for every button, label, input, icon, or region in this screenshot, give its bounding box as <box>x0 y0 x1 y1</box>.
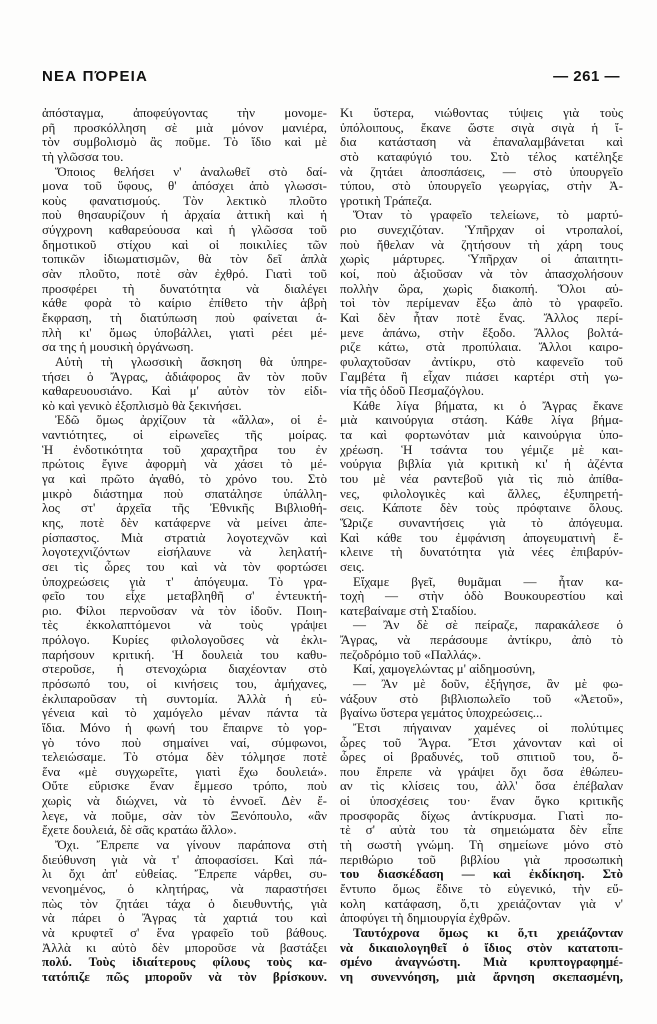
text-line: ρῆ προσκόλληση σὲ μιὰ μόνον μανιέρα, <box>42 120 327 135</box>
text-line: ὑπόλοιπους, ἔκανε ὥστε σιγὰ σιγὰ ἡ ἴ- <box>340 120 623 135</box>
text-line: κης, ποτὲ δὲν κατάφερνε νὰ μείνει ἀπε- <box>42 515 327 530</box>
text-line: κάθε φορὰ τὸ καίριο ἐπίθετο τὴν ἁβρὴ <box>42 296 327 311</box>
text-line: τὲς ἐκκολαπτόμενοι νὰ τοὺς γράψει <box>42 618 327 633</box>
paragraph <box>340 575 623 619</box>
paragraph <box>340 662 623 677</box>
text-line: Ἐδῶ ὅμως ἀρχίζουν τὰ «ἄλλα», οἱ ἐ- <box>55 413 327 428</box>
text-line: Οὔτε εὕρισκε ἕναν ἔμμεσο τρόπο, ποὺ <box>42 779 327 794</box>
text-line: λεγε, νὰ ποῦμε, σὰν τὸν Ξενόπουλο, «ἂν <box>42 808 327 823</box>
text-line: ποὺ θησαυρίζουν ἡ ἀρχαία ἀττικὴ καὶ ἡ <box>42 208 327 223</box>
text-line: πρώτοις ἔγινε ἀφορμὴ νὰ χάσει τὸ μέ- <box>42 457 327 472</box>
text-line: του μὲ νέα ραντεβοῦ γιὰ τὶς πιὸ ἀπίθα- <box>340 472 623 487</box>
text-line: Ὄχι. Ἔπρεπε να γίνουν παράπονα στὴ <box>55 838 327 853</box>
text-line: πολύ. Τοὺς ἰδιαίτερους φίλους τοὺς κα- <box>42 955 327 970</box>
text-line: οἱ ὑποσχέσεις του· ἕναν ὄγκο κριτικῆς <box>340 794 623 809</box>
right-text-column <box>340 106 623 984</box>
text-line: που ἔπρεπε νὰ γράψει ὄχι ὅσα ἐθώπευ- <box>340 764 623 779</box>
text-line: νία τῆς ὁδοῦ Πεσμαζόγλου. <box>340 384 484 399</box>
text-line: Καὶ κάθε του ἐμφάνιση ἀπογευματινὴ ἔ- <box>340 530 623 545</box>
text-line: νες, φιλολογικὲς καὶ ἄλλες, ἐξυπηρετή- <box>340 486 623 501</box>
text-line: τοπικῶν ἰδιωματισμῶν, θὰ τὸν δεῖ ἁπλὰ <box>42 252 327 267</box>
text-line: πολλὴν ὥρα, χωρὶς διακοπή. Ὅλοι αὐ- <box>340 281 623 296</box>
text-line: σει τὶς ὧρες του καὶ νὰ τὸν φορτώσει <box>42 559 327 574</box>
text-line: ὧρες οἱ βραδυνές, τοῦ σπιτιοῦ του, ὅ- <box>340 750 623 765</box>
text-line: ἔντυπο ὅμως ἔδινε τὸ εὐγενικό, τὴν εὔ- <box>340 881 623 896</box>
text-line: τὲ σ' αὐτὰ του τὰ σημειώματα δὲν εἶπε <box>340 823 623 838</box>
text-line: Ὅταν τὸ γραφεῖο τελείωνε, τὸ μαρτύ- <box>353 208 623 223</box>
text-line: τὴ γλῶσσα του. <box>42 149 124 164</box>
text-line: σὰν πλοῦτο, ποτὲ σὰν ἐχθρό. Γιατὶ τοῦ <box>42 267 327 282</box>
text-line: ριο συνεχιζόταν. Ὑπῆρχαν οἱ ντροπαλοί, <box>340 223 623 238</box>
text-line: γα καὶ πρῶτο ἀγαθό, τὸ χρόνο του. Στὸ <box>42 472 327 487</box>
text-line: σεις. <box>340 559 365 574</box>
text-line: ὧρες τοῦ Ἄγρα. Ἔτσι χάνονταν καὶ οἱ <box>340 735 623 750</box>
text-line: τὸν συμβολισμὸ ἂς ποῦμε. Τὸ ἴδιο καὶ μὲ <box>42 135 327 150</box>
text-line: κὸ καὶ γενικὸ ἐξοπλισμὸ θὰ ξεκινήσει. <box>42 398 242 413</box>
text-line: τοχὴ — στὴν ὁδὸ Βουκουρεστίου καὶ <box>340 589 623 604</box>
text-line: κλεινε τὴ δυνατότητα γιὰ νέες ἐπιβαρύν- <box>340 545 623 560</box>
text-line: νὰ δικαιολογηθεῖ ὁ ἴδιος στὸν κατατοπι- <box>340 940 623 955</box>
text-line: Αὐτὴ τὴ γλωσσικὴ ἄσκηση θὰ ὑπηρε- <box>55 354 327 369</box>
text-line: δια κατάσταση νὰ ἐπαναλαμβάνεται καὶ <box>340 135 623 150</box>
text-line: ἐκλιπαροῦσαν τὴ συντομία. Ἀλλὰ ἡ εὐ- <box>42 691 327 706</box>
page-number: — 261 — <box>553 68 620 85</box>
text-line: ἴδια. Μόνο ἡ φωνή του ἔπαιρνε τὸ γορ- <box>42 720 327 735</box>
text-line: βγαίνω ὕστερα γεμάτος ὑποχρεώσεις... <box>340 706 543 721</box>
text-line: ἕνα «μὲ συγχωρεῖτε, γιατὶ ἔχω δουλειά». <box>42 764 327 779</box>
paragraph <box>42 106 327 165</box>
text-line: ὑποχρεώσεις γιὰ τ' ἀπόγευμα. Τὸ γρα- <box>42 574 327 589</box>
text-line: πεζοδρόμιο τοῦ «Παλλάς». <box>340 647 482 662</box>
text-line: φεῖο του εἶχε μεταβληθῆ σ' ἐντευκτή- <box>42 589 327 604</box>
text-line: ἔχετε δουλειά, δὲ σᾶς κρατάω ἄλλο». <box>42 823 237 838</box>
text-line: Ἡ ἐνδοτικότητα τοῦ χαραχτῆρα του ἐν <box>42 442 327 457</box>
text-line: Ἄγρας, νὰ περάσουμε ἀντίκρυ, ἀπὸ τὸ <box>340 633 623 648</box>
paragraph <box>340 618 623 662</box>
text-line: μικρὸ διάστημα ποὺ σπατάλησε ὑπάλλη- <box>42 486 327 501</box>
text-line: ρίσπαστος. Μιὰ στρατιὰ λογοτεχνῶν καὶ <box>42 530 327 545</box>
paragraph <box>340 208 623 398</box>
text-line: μενε ἀπάνω, στὴν ἔξοδο. Ἄλλος βολτά- <box>340 325 623 340</box>
text-line: γένεια καὶ τὸ χαμόγελο μέναν πάντα τὰ <box>42 706 327 721</box>
text-line: προσφορᾶς δίχως ἀντίκρυσμα. Γιατὶ πο- <box>340 808 623 823</box>
paragraph <box>340 721 623 926</box>
text-line: γροτικὴ Τράπεζα. <box>340 193 433 208</box>
text-line: πρόλογο. Κυρίες φιλολογοῦσες νὰ ἐκλι- <box>42 633 327 648</box>
text-line: ναντιότητες, οἱ εἰρωνεῖες τῆς μοίρας. <box>42 428 327 443</box>
text-line: περιθώριο τοῦ βιβλίου γιὰ προσωπικὴ <box>340 852 623 867</box>
text-line: φυλαχτοῦσαν ἀντίκρυ, στὸ καφενεῖο τοῦ <box>340 354 623 369</box>
text-line: διεύθυνση γιὰ νὰ τ' ἀποφασίσει. Καὶ πά- <box>42 852 327 867</box>
text-line: Ἀλλὰ κι αὐτὸ δὲν μποροῦσε νὰ βαστάξει <box>42 940 327 955</box>
text-line: Ὅποιος θελήσει ν' ἀναλωθεῖ στὸ δαί- <box>55 164 327 179</box>
text-line: τατόπιζε πῶς μποροῦν νὰ τὸν βρίσκουν. <box>42 969 327 984</box>
text-line: ριο. Φίλοι περνοῦσαν νὰ τὸν ἰδοῦν. Ποιη- <box>42 603 327 618</box>
text-line: Κι ὕστερα, νιώθοντας τύψεις γιὰ τοὺς <box>340 106 623 120</box>
text-line: Καὶ δὲν ἦταν ποτὲ ἕνας. Ἄλλος περί- <box>340 310 623 325</box>
text-line: του διασκέδαση — καὶ ἐκδίκηση. Στὸ <box>340 867 623 882</box>
text-line: νούργια βιβλία γιὰ κριτικὴ κι' ἡ ἀζέντα <box>340 457 623 472</box>
text-line: μονα τοῦ ὕφους, θ' ἀπόσχει ἀπὸ γλωσσι- <box>42 179 327 194</box>
text-line: τελειώσαμε. Τὸ στόμα δὲν τόλμησε ποτὲ <box>42 750 327 765</box>
paragraph <box>42 165 327 355</box>
text-line: Καί, χαμογελώντας μ' αἰδημοσύνη, <box>353 662 536 677</box>
text-line: — Ἂν μὲ δοῦν, ἐξήγησε, ἂν μὲ φω- <box>353 676 623 691</box>
text-line: στὸ καταφύγιό του. Στὸ τέλος κατέληξε <box>340 149 623 164</box>
paragraph <box>42 413 327 838</box>
text-line: ποὺ ἤθελαν νὰ ζητήσουν τὴ χάρη τους <box>340 237 623 252</box>
text-line: Κάθε λίγα βήματα, κι ὁ Ἄγρας ἔκανε <box>353 398 623 413</box>
left-text-column <box>42 106 327 984</box>
text-line: νη συνεννόηση, μιὰ ἄρνηση σκεπασμένη, <box>340 969 623 984</box>
text-line: νὰ ζητάει ἀποσπάσεις, — στὸ ὑπουργεῖο <box>340 164 623 179</box>
text-line: σύγχρονη καθαρεύουσα καὶ ἡ γλῶσσα τοῦ <box>42 223 327 238</box>
text-line: σμένο ἀναγνώστη. Μιὰ κρυπτογραφημέ- <box>340 955 623 970</box>
text-line: δημοτικοῦ στίχου καὶ οἱ ποικιλίες τῶν <box>42 237 327 252</box>
text-line: νενοημένος, ὁ κλητήρας, νὰ παραστήσει <box>42 881 327 896</box>
text-line: ἔκφραση, τὴ διατύπωση ποὺ φαίνεται ἁ- <box>42 310 327 325</box>
text-line: Ὥριζε συναντήσεις γιὰ τὸ ἀπόγευμα. <box>340 515 623 530</box>
paragraph <box>340 399 623 575</box>
text-line: σα της ἡ μουσικὴ ὀργάνωση. <box>42 340 194 355</box>
text-line: σεις. Κάποτε δὲν τοὺς πρόφταινε ὅλους. <box>340 501 623 516</box>
text-line: χρέωση. Ἡ τσάντα του γέμιζε μὲ και- <box>340 442 623 457</box>
paragraph <box>340 106 623 208</box>
text-line: ἀπόσταγμα, ἀποφεύγοντας τὴν μονομε- <box>42 106 327 120</box>
text-line: νὰ κρυφτεῖ σ' ἕνα γραφεῖο τοῦ βάθους. <box>42 925 327 940</box>
text-line: — Ἂν δὲ σὲ πείραζε, παρακάλεσε ὁ <box>353 618 623 633</box>
text-line: καθαρευουσιάνο. Καὶ μ' αὐτὸν τὸν εἰδι- <box>42 384 327 399</box>
text-line: πρόσωπό του, οἱ κινήσεις του, ἀμήχανες, <box>42 676 327 691</box>
text-line: χωρὶς νὰ διώχνει, νὰ τὸ ἐννοεῖ. Δὲν ἔ- <box>42 794 327 809</box>
text-line: στεροῦσε, ἡ στενοχώρια διαχέονταν στὸ <box>42 662 327 677</box>
text-line: χωρὶς μάρτυρες. Ὑπῆρχαν οἱ ἀπαιτητι- <box>340 252 623 267</box>
text-line: Ἔτσι πήγαιναν χαμένες οἱ πολύτιμες <box>353 720 623 735</box>
text-line: παρήσουν κριτική. Ἡ δουλειὰ του καθυ- <box>42 647 327 662</box>
text-line: νάξουν στὸ βιβλιοπωλεῖο τοῦ «Ἀετοῦ», <box>340 691 623 706</box>
text-line: νὰ πάρει ὁ Ἄγρας τὰ χαρτιά του καὶ <box>42 911 327 926</box>
magazine-title: ΝΕΑ ΠΌΡΕΙΑ <box>42 68 149 85</box>
text-line: τύπου, στὸ ὑπουργεῖο γεωργίας, στὴν Ἀ- <box>340 179 623 194</box>
text-line: κοί, ποὺ ἀξιοῦσαν νὰ τὸν ἀπασχολήσουν <box>340 267 623 282</box>
paragraph <box>42 355 327 414</box>
text-line: τα καὶ φορτωνόταν μιὰ καινούργια ὑπο- <box>340 428 623 443</box>
text-line: λος στ' ἀρχεῖα τῆς Ἐθνικῆς Βιβλιοθή- <box>42 501 327 516</box>
text-line: τὴ σωστὴ γνώμη. Τὴ σημείωνε μόνο στὸ <box>340 838 623 853</box>
text-line: Εἴχαμε βγεῖ, θυμᾶμαι — ἦταν κα- <box>353 574 623 589</box>
text-line: τοὶ τὸν περίμεναν ἔξω ἀπὸ τὸ γραφεῖο. <box>340 296 623 311</box>
text-line: πλὴ κι' ὅμως ὑποβάλλει, γιατὶ ρέει μέ- <box>42 325 327 340</box>
text-line: μιὰ καινούργια στάση. Κάθε λίγα βήμα- <box>340 413 623 428</box>
paragraph <box>42 838 327 984</box>
text-line: ριζε κάτω, στὰ προπύλαια. Ἄλλοι καιρο- <box>340 340 623 355</box>
paragraph <box>340 677 623 721</box>
paragraph <box>340 926 623 985</box>
text-line: ἀποφύγει τὴ δημιουργία ἐχθρῶν. <box>340 911 511 926</box>
text-line: πὼς τὸν ζητάει τάχα ὁ διευθυντής, γιὰ <box>42 896 327 911</box>
text-line: λογοτεχνιζόντων εἰσήλαυνε νὰ λεηλατή- <box>42 545 327 560</box>
text-line: κατεβαίναμε στὴ Σταδίου. <box>340 603 477 618</box>
text-line: Γαμβέτα ἢ εἶχαν πιάσει καρτέρι στὴ γω- <box>340 369 623 384</box>
text-line: κοὺς φανατισμούς. Τὸν λεκτικὸ πλοῦτο <box>42 193 327 208</box>
text-line: λι ὄχι ἀπ' εὐθείας. Ἔπρεπε νάρθει, συ- <box>42 867 327 882</box>
text-line: αν τὶς κλίσεις του, ἀλλ' ὅσα ἐπέβαλαν <box>340 779 623 794</box>
text-line: τήσει ὁ Ἄγρας, ἀδιάφορος ἂν τὸν ποῦν <box>42 369 327 384</box>
text-line: γὸ τόνο ποὺ σημαίνει ναί, σύμφωνοι, <box>42 735 327 750</box>
text-line: Ταυτόχρονα ὅμως κι ὅ,τι χρειάζονταν <box>353 925 623 940</box>
text-line: κολη κατάφαση, ὅ,τι χρειάζονταν γιὰ ν' <box>340 896 623 911</box>
text-line: προσφέρει τὴ δυνατότητα νὰ διαλέγει <box>42 281 327 296</box>
